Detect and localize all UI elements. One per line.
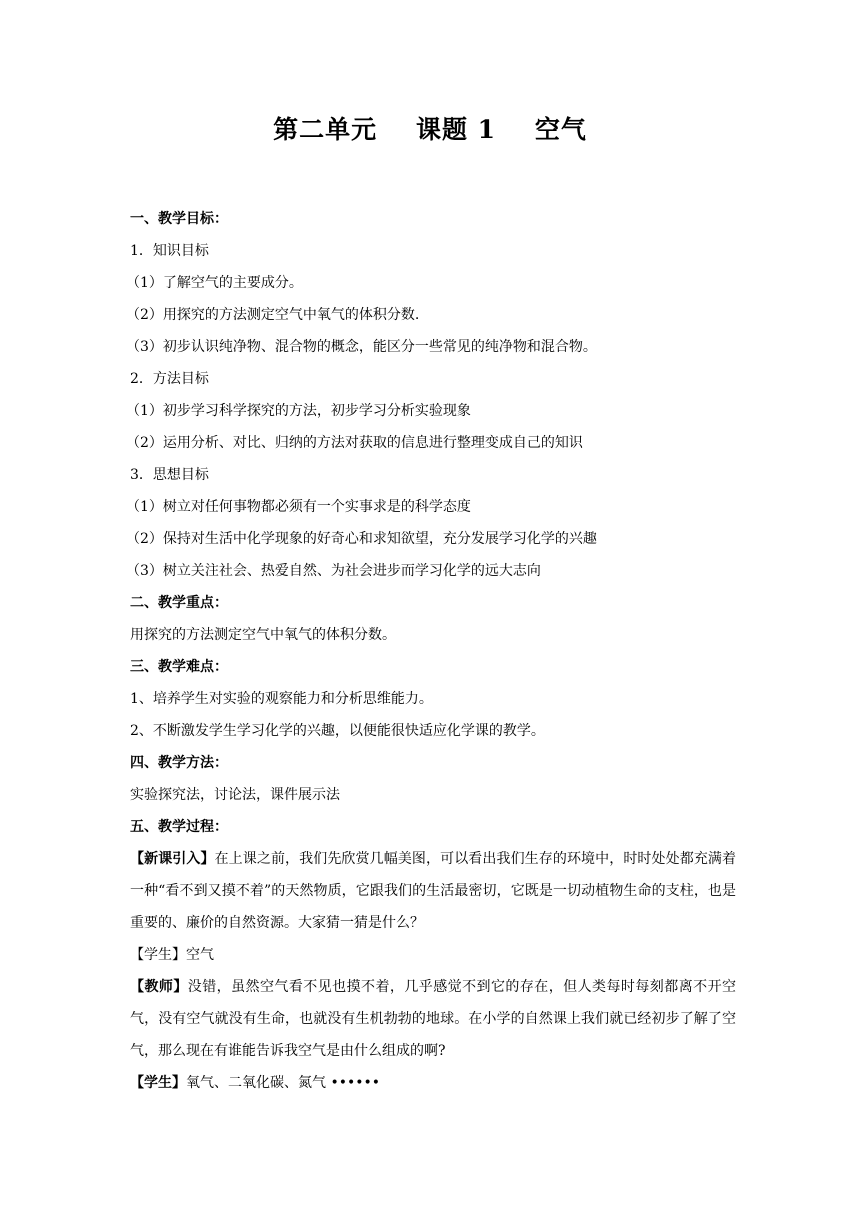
method-goal-item-1: （1）初步学习科学探究的方法，初步学习分析实验现象 [126, 403, 471, 419]
paragraph-student-2 [130, 1067, 736, 1099]
section-heading-methods: 四、教学方法： [130, 755, 228, 771]
key-points-text: 用探究的方法测定空气中氧气的体积分数。 [130, 627, 396, 643]
methods-text: 实验探究法，讨论法，课件展示法 [130, 787, 340, 803]
section-heading-goals: 一、教学目标： [130, 211, 228, 227]
method-goal-item-2: （2）运用分析、对比、归纳的方法对获取的信息进行整理变成自己的知识 [126, 435, 583, 451]
method-goal-label: 2．方法目标 [130, 371, 209, 387]
teacher-tag: 【教师】 [130, 979, 188, 995]
thought-goal-label: 3．思想目标 [130, 467, 209, 483]
student-2-tag: 【学生】 [130, 1075, 186, 1091]
section-heading-process: 五、教学过程： [130, 819, 228, 835]
teacher-text: 没错，虽然空气看不见也摸不着，几乎感觉不到它的存在，但人类每时每刻都离不开空气，没有空气就没有生命，也就没有生机勃勃的地球。在小学的自然课上我们就已经初步了解了空气，那么现在有谁能告诉我空气是由什么组成的啊? [130, 979, 737, 1059]
section-heading-key-points: 二、教学重点： [130, 595, 228, 611]
paragraph-teacher [130, 971, 736, 1067]
section-heading-difficulties: 三、教学难点： [130, 659, 228, 675]
knowledge-goal-item-3: （3）初步认识纯净物、混合物的概念，能区分一些常见的纯净物和混合物。 [126, 339, 597, 355]
intro-tag: 【新课引入】 [130, 851, 215, 867]
student-2-text: 氧气、二氧化碳、氮气 •••••• [186, 1075, 380, 1091]
thought-goal-item-3: （3）树立关注社会、热爱自然、为社会进步而学习化学的远大志向 [126, 563, 541, 579]
document-body [126, 203, 737, 1099]
student-1-text: 空气 [186, 947, 214, 963]
student-1-tag: 【学生】 [130, 947, 186, 963]
intro-text: 在上课之前，我们先欣赏几幅美图，可以看出我们生存的环境中，时时处处都充满着一种“看不到又摸不着”的天然物质，它跟我们的生活最密切，它既是一切动植物生命的支柱，也是重要的、廉价的自然资源。大家猜一猜是什么？ [130, 851, 737, 931]
page-title: 第二单元 课题 1 空气 [273, 115, 587, 144]
thought-goal-item-1: （1）树立对任何事物都必须有一个实事求是的科学态度 [126, 499, 471, 515]
knowledge-goal-item-1: （1）了解空气的主要成分。 [126, 275, 303, 291]
knowledge-goal-label: 1．知识目标 [130, 243, 209, 259]
thought-goal-item-2: （2）保持对生活中化学现象的好奇心和求知欲望，充分发展学习化学的兴趣 [126, 531, 597, 547]
paragraph-student-1 [130, 939, 736, 971]
paragraph-intro [130, 843, 736, 939]
knowledge-goal-item-2: （2）用探究的方法测定空气中氧气的体积分数. [126, 307, 420, 323]
difficulty-item-1: 1、培养学生对实验的观察能力和分析思维能力。 [130, 691, 433, 707]
difficulty-item-2: 2、不断激发学生学习化学的兴趣，以便能很快适应化学课的教学。 [130, 723, 545, 739]
